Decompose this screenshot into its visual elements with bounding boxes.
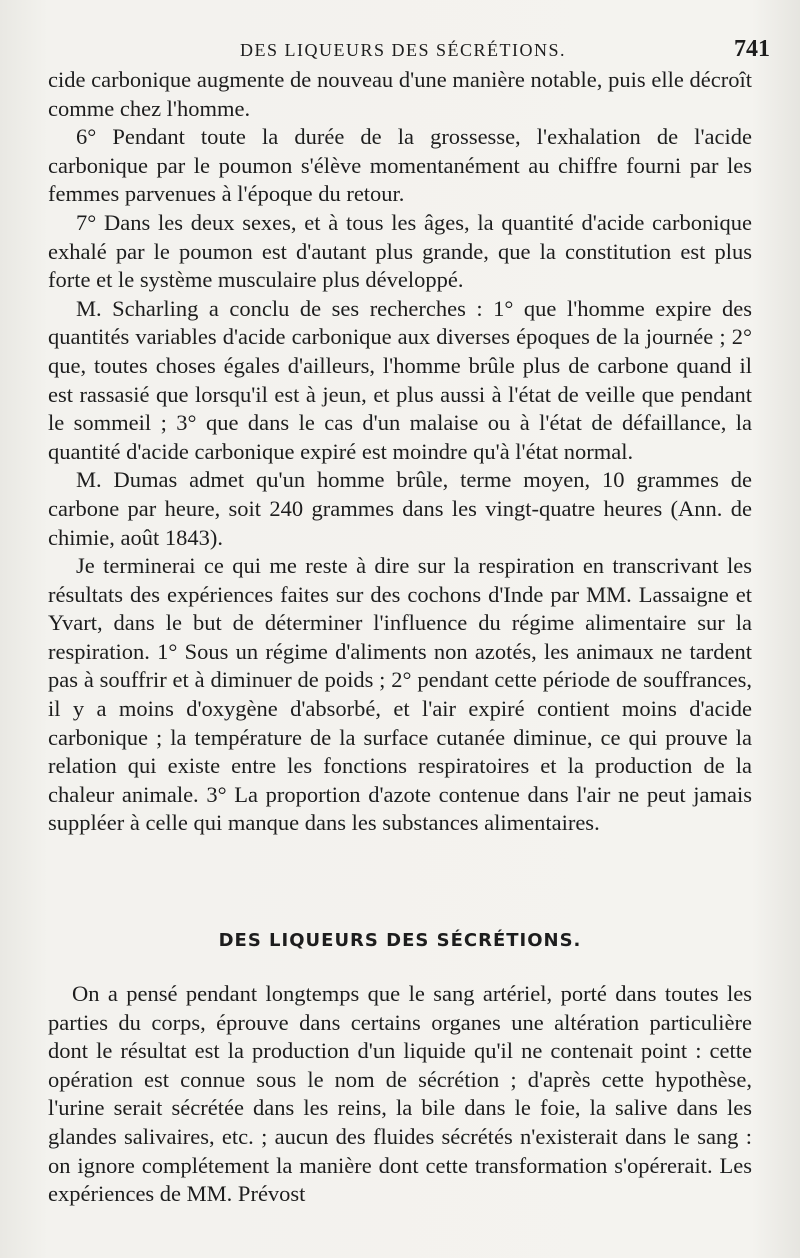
running-head xyxy=(0,36,800,64)
paragraph: cide carbonique augmente de nouveau d'une manière notable, puis elle décroît comme chez l'homme. xyxy=(48,67,752,121)
paragraph: 6° Pendant toute la durée de la grossesse, l'exhalation de l'acide carbonique par le poumon s'élève momentanément au chiffre fourni par les femmes parvenues à l'époque du retour. xyxy=(48,124,752,207)
running-title: DES LIQUEURS DES SÉCRÉTIONS. xyxy=(240,40,567,60)
page-number: 741 xyxy=(734,36,770,62)
paragraph: 7° Dans les deux sexes, et à tous les âges, la quantité d'acide carbonique exhalé par le poumon est d'autant plus grande, que la constitution est plus forte et le système musculaire plus développé. xyxy=(48,209,752,293)
body-text xyxy=(48,66,752,838)
section-heading: DES LIQUEURS DES SÉCRÉTIONS. xyxy=(218,930,582,951)
paragraph: M. Dumas admet qu'un homme brûle, terme moyen, 10 grammes de carbone par heure, soit 240 grammes dans les vingt-quatre heures (Ann. de chimie, août 1843). xyxy=(48,467,752,550)
paragraph: M. Scharling a conclu de ses recherches : 1° que l'homme expire des quantités variables d'acide carbonique aux diverses époques de la journée ; 2° que, toutes choses égales d'ailleurs, l'homme brûle plus de carbone quand il est rassasié que lorsqu'il est à jeun, et plus aussi à l'état de veille que pendant le sommeil ; 3° que dans le cas d'un malaise ou à l'état de défaillance, la quantité d'acide carbonique expiré est moindre qu'à l'état normal. xyxy=(48,295,752,464)
paragraph: Je terminerai ce qui me reste à dire sur la respiration en transcrivant les résultats des expériences faites sur des cochons d'Inde par MM. Lassaigne et Yvart, dans le but de déterminer l'influence du régime alimentaire sur la respiration. 1° Sous un régime d'aliments non azotés, les animaux ne tardent pas à souffrir et à diminuer de poids ; 2° pendant cette période de souffrances, il y a moins d'oxygène d'absorbé, et l'air expiré contient moins d'acide carbonique ; la température de la surface cutanée diminue, ce qui prouve la relation qui existe entre les fonctions respiratoires et la production de la chaleur animale. 3° La proportion d'azote contenue dans l'air ne peut jamais suppléer à celle qui manque dans les substances alimentaires. xyxy=(48,553,752,836)
paragraph: On a pensé pendant longtemps que le sang artériel, porté dans toutes les parties du corps, éprouve dans certains organes une altération particulière dont le résultat est la production d'un liquide qu'il ne contenait point : cette opération est connue sous le nom de sécrétion ; d'après cette hypothèse, l'urine serait sécrétée dans les reins, la bile dans le foie, la salive dans les glandes salivaires, etc. ; aucun des fluides sécrétés n'existerait dans le sang : on ignore complétement la manière dont cette transformation s'opérerait. Les expériences de MM. Prévost xyxy=(48,981,752,1207)
section-body-text xyxy=(48,980,752,1209)
